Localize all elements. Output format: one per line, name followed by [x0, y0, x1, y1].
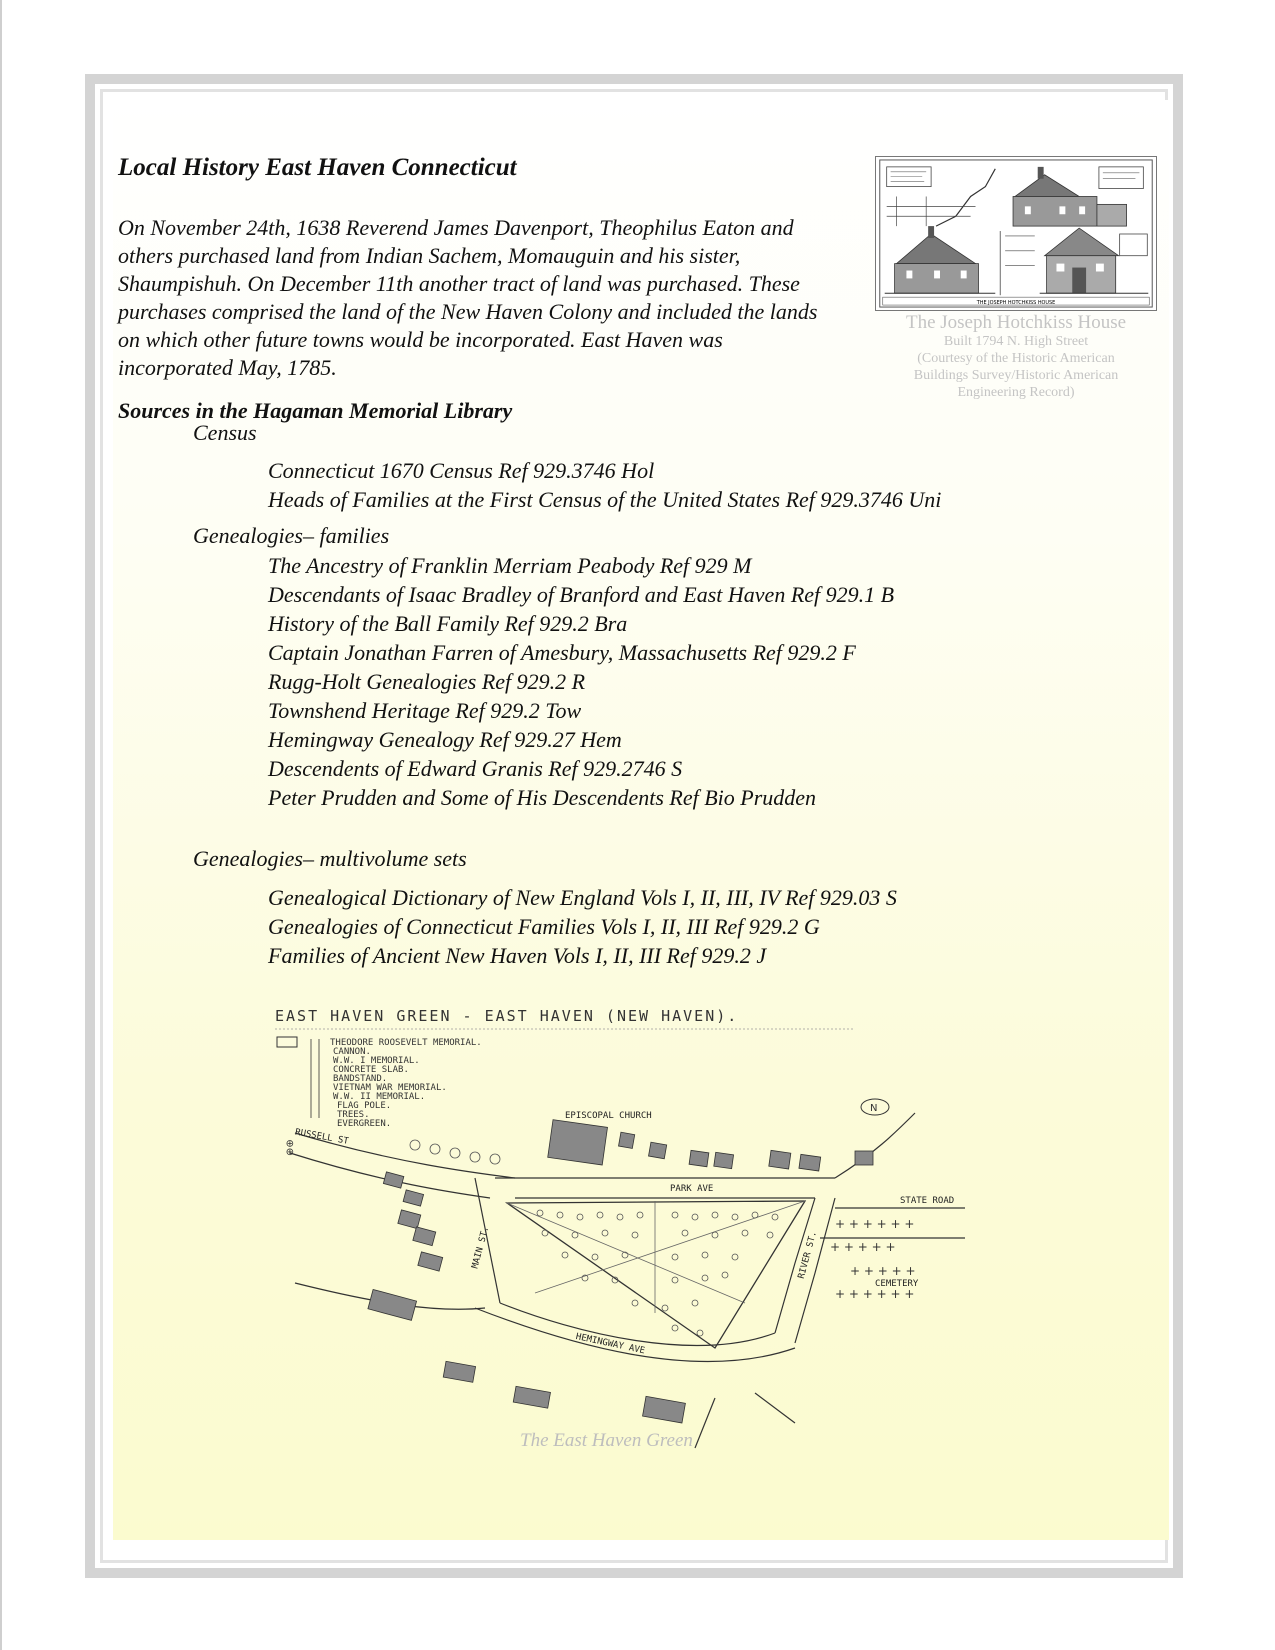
list-item: Descendents of Edward Granis Ref 929.2746 S: [268, 756, 683, 781]
map-legend: [330, 1038, 482, 1129]
list-item: Descendants of Isaac Bradley of Branford and East Haven Ref 929.1 B: [268, 582, 895, 607]
category-genealogies-families: Genealogies– families: [193, 523, 390, 548]
legend-item: TREES.: [337, 1110, 370, 1120]
multivolume-list: [268, 883, 897, 970]
page-edge: [0, 0, 2, 1650]
list-item: Families of Ancient New Haven Vols I, II, III Ref 929.2 J: [268, 943, 767, 968]
label-main-st: MAIN ST.: [470, 1225, 492, 1270]
list-item: Hemingway Genealogy Ref 929.27 Hem: [268, 727, 622, 752]
drawing-title: THE JOSEPH HOTCHKISS HOUSE: [976, 300, 1056, 307]
house-figure: [875, 156, 1157, 401]
legend-item: EVERGREEN.: [337, 1119, 392, 1129]
house-elevation-drawing: [875, 156, 1157, 311]
svg-text:N: N: [870, 1103, 878, 1114]
label-russell-st: RUSSELL ST: [294, 1127, 350, 1147]
map-trees: [410, 1140, 778, 1336]
intro-paragraph: On November 24th, 1638 Reverend James Davenport, Theophilus Eaton and others purchased land from Indian Sachem, Momauguin and his sister, Shaumpishuh. On December 11th another tract of land was purchased. These purchases comprised the land of the New Haven Colony and included the lands on which other future towns would be incorporated. East Haven was incorporated May, 1785.: [118, 215, 818, 380]
house-caption-credit: (Courtesy of the Historic American: [917, 351, 1115, 366]
label-river-st: RIVER ST.: [796, 1230, 820, 1280]
list-item: History of the Ball Family Ref 929.2 Bra: [268, 611, 628, 636]
list-item: Heads of Families at the First Census of the United States Ref 929.3746 Uni: [268, 487, 942, 512]
map-labels: [294, 1111, 954, 1356]
legend-item: CANNON.: [333, 1047, 371, 1057]
house-caption-credit: Engineering Record): [957, 385, 1075, 400]
east-haven-green-map: [275, 1003, 995, 1453]
legend-item: W.W. I MEMORIAL.: [333, 1056, 420, 1066]
category-census: Census: [193, 420, 257, 445]
label-hemingway-ave: HEMINGWAY AVE: [574, 1331, 646, 1357]
house-caption-title: The Joseph Hotchkiss House: [905, 312, 1127, 333]
list-item: Connecticut 1670 Census Ref 929.3746 Hol: [268, 458, 655, 483]
green-outline: [507, 1201, 805, 1348]
house-caption-credit: Buildings Survey/Historic American: [913, 368, 1119, 383]
sources-heading: Sources in the Hagaman Memorial Library: [118, 398, 513, 423]
list-item: Genealogies of Connecticut Families Vols I, II, III Ref 929.2 G: [268, 914, 820, 939]
list-item: Rugg-Holt Genealogies Ref 929.2 R: [268, 669, 586, 694]
legend-item: VIETNAM WAR MEMORIAL.: [333, 1083, 447, 1093]
list-item: Peter Prudden and Some of His Descendents Ref Bio Prudden: [268, 785, 817, 810]
legend-item: W.W. II MEMORIAL.: [333, 1092, 426, 1102]
label-state-road: STATE ROAD: [900, 1196, 955, 1206]
census-list: [268, 456, 941, 514]
category-genealogies-multivolume: Genealogies– multivolume sets: [193, 846, 467, 871]
map-title: EAST HAVEN GREEN - EAST HAVEN (NEW HAVEN).: [275, 1007, 739, 1025]
legend-item: FLAG POLE.: [337, 1101, 392, 1111]
svg-text:+ + + + + +: + + + + + +: [835, 1287, 915, 1301]
families-list: [268, 551, 894, 812]
list-item: Genealogical Dictionary of New England Vols I, II, III, IV Ref 929.03 S: [268, 885, 897, 910]
svg-text:+ + + + +: + + + + +: [830, 1240, 896, 1254]
legend-item: CONCRETE SLAB.: [333, 1065, 409, 1075]
legend-item: BANDSTAND.: [333, 1074, 388, 1084]
list-item: Townshend Heritage Ref 929.2 Tow: [268, 698, 582, 723]
page-title: Local History East Haven Connecticut: [118, 154, 517, 181]
label-church: EPISCOPAL CHURCH: [565, 1111, 652, 1121]
svg-text:+ + + + + +: + + + + + +: [835, 1217, 915, 1231]
list-item: Captain Jonathan Farren of Amesbury, Massachusetts Ref 929.2 F: [268, 640, 856, 665]
label-park-ave: PARK AVE: [670, 1184, 714, 1194]
map-caption: The East Haven Green: [520, 1430, 693, 1451]
list-item: The Ancestry of Franklin Merriam Peabody Ref 929 M: [268, 553, 752, 578]
svg-text:⊕⊕: ⊕⊕: [285, 1139, 296, 1156]
house-caption-built: Built 1794 N. High Street: [943, 334, 1089, 349]
legend-item: THEODORE ROOSEVELT MEMORIAL.: [330, 1038, 482, 1048]
svg-text:+ + + + +: + + + + +: [850, 1264, 916, 1278]
house-caption: [875, 313, 1157, 401]
map-buildings: [368, 1120, 873, 1423]
label-cemetery: CEMETERY: [875, 1279, 919, 1289]
